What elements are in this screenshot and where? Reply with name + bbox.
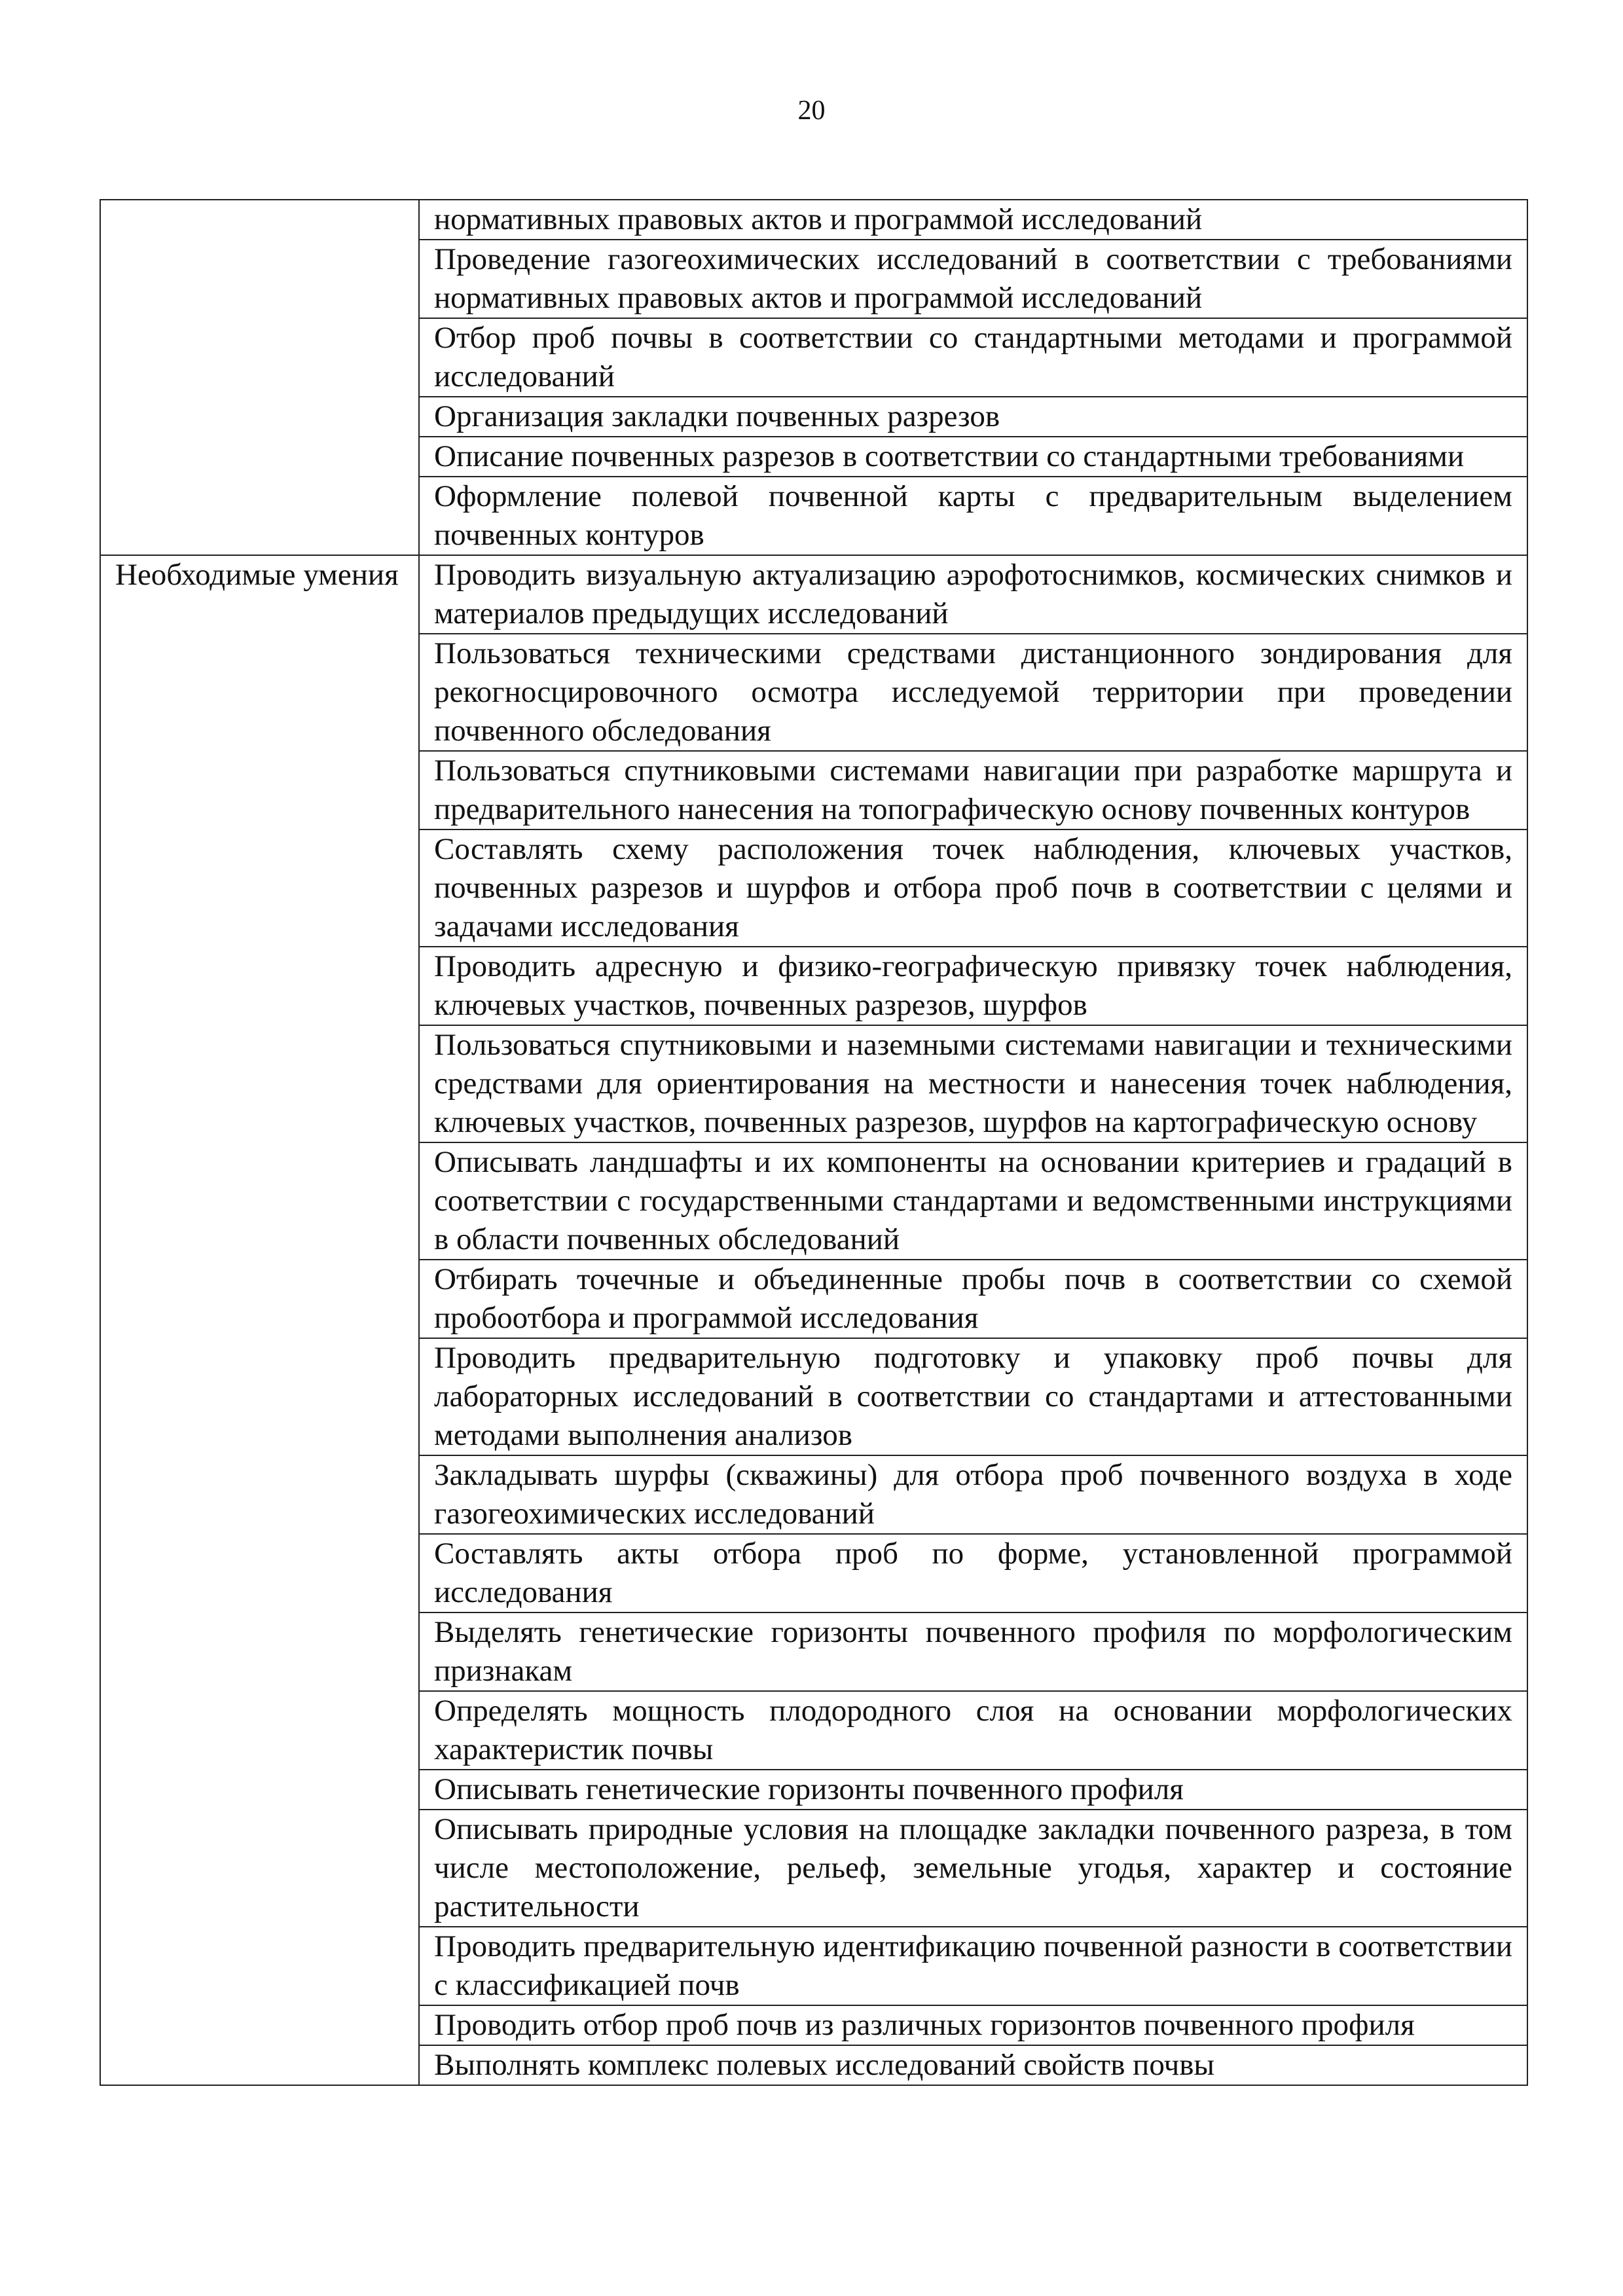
table-cell-item: Проводить адресную и физико-географическую привязку точек наблюдения, ключевых участков, почвенных разрезов, шурфов bbox=[419, 947, 1527, 1025]
table-cell-item: Проведение газогеохимических исследований в соответствии с требованиями нормативных правовых актов и программой исследований bbox=[419, 240, 1527, 318]
skills-label-cell: Необходимые умения bbox=[100, 555, 419, 2085]
table-cell-item: Проводить предварительную подготовку и упаковку проб почвы для лабораторных исследований в соответствии со стандартами и аттестованными методами выполнения анализов bbox=[419, 1338, 1527, 1455]
table-cell-item: Определять мощность плодородного слоя на основании морфологических характеристик почвы bbox=[419, 1691, 1527, 1770]
table-cell-item: Отбирать точечные и объединенные пробы почв в соответствии со схемой пробоотбора и программой исследования bbox=[419, 1260, 1527, 1338]
table-cell-item: Проводить отбор проб почв из различных горизонтов почвенного профиля bbox=[419, 2005, 1527, 2045]
table-cell-item: Отбор проб почвы в соответствии со стандартными методами и программой исследований bbox=[419, 318, 1527, 397]
table-cell-item: Описывать генетические горизонты почвенного профиля bbox=[419, 1770, 1527, 1810]
competency-table bbox=[100, 199, 1528, 2086]
table-cell-item: Составлять схему расположения точек наблюдения, ключевых участков, почвенных разрезов и шурфов и отбора проб почв в соответствии с целями и задачами исследования bbox=[419, 829, 1527, 947]
table-row bbox=[100, 555, 1527, 634]
table-cell-item: Описывать природные условия на площадке закладки почвенного разреза, в том числе местоположение, рельеф, земельные угодья, характер и состояние растительности bbox=[419, 1810, 1527, 1927]
table-cell-item: Описание почвенных разрезов в соответствии со стандартными требованиями bbox=[419, 437, 1527, 477]
top-label-cell bbox=[100, 200, 419, 555]
table-cell-item: Закладывать шурфы (скважины) для отбора проб почвенного воздуха в ходе газогеохимических исследований bbox=[419, 1455, 1527, 1534]
page-number: 20 bbox=[797, 96, 826, 126]
table-cell-item: Пользоваться спутниковыми системами навигации при разработке маршрута и предварительного нанесения на топографическую основу почвенных контуров bbox=[419, 751, 1527, 829]
table-cell-item: Выполнять комплекс полевых исследований свойств почвы bbox=[419, 2045, 1527, 2085]
table-cell-item: Пользоваться техническими средствами дистанционного зондирования для рекогносцировочного осмотра исследуемой территории при проведении почвенного обследования bbox=[419, 634, 1527, 751]
table-cell-item: Проводить предварительную идентификацию почвенной разности в соответствии с классификацией почв bbox=[419, 1927, 1527, 2005]
table-cell-item: Пользоваться спутниковыми и наземными системами навигации и техническими средствами для ориентирования на местности и нанесения точек наблюдения, ключевых участков, почвенных разрезов, шурфов на картографическую основу bbox=[419, 1025, 1527, 1142]
table-cell-item: Описывать ландшафты и их компоненты на основании критериев и градаций в соответствии с государственными стандартами и ведомственными инструкциями в области почвенных обследований bbox=[419, 1142, 1527, 1260]
table-cell-item: Оформление полевой почвенной карты с предварительным выделением почвенных контуров bbox=[419, 477, 1527, 555]
table-body bbox=[100, 200, 1527, 2085]
table-cell-item: Организация закладки почвенных разрезов bbox=[419, 397, 1527, 437]
table-row bbox=[100, 200, 1527, 240]
table-cell-item: Проводить визуальную актуализацию аэрофотоснимков, космических снимков и материалов предыдущих исследований bbox=[419, 555, 1527, 634]
table-cell-item: Выделять генетические горизонты почвенного профиля по морфологическим признакам bbox=[419, 1613, 1527, 1691]
table-cell-item: нормативных правовых актов и программой исследований bbox=[419, 200, 1527, 240]
table-cell-item: Составлять акты отбора проб по форме, установленной программой исследования bbox=[419, 1534, 1527, 1613]
